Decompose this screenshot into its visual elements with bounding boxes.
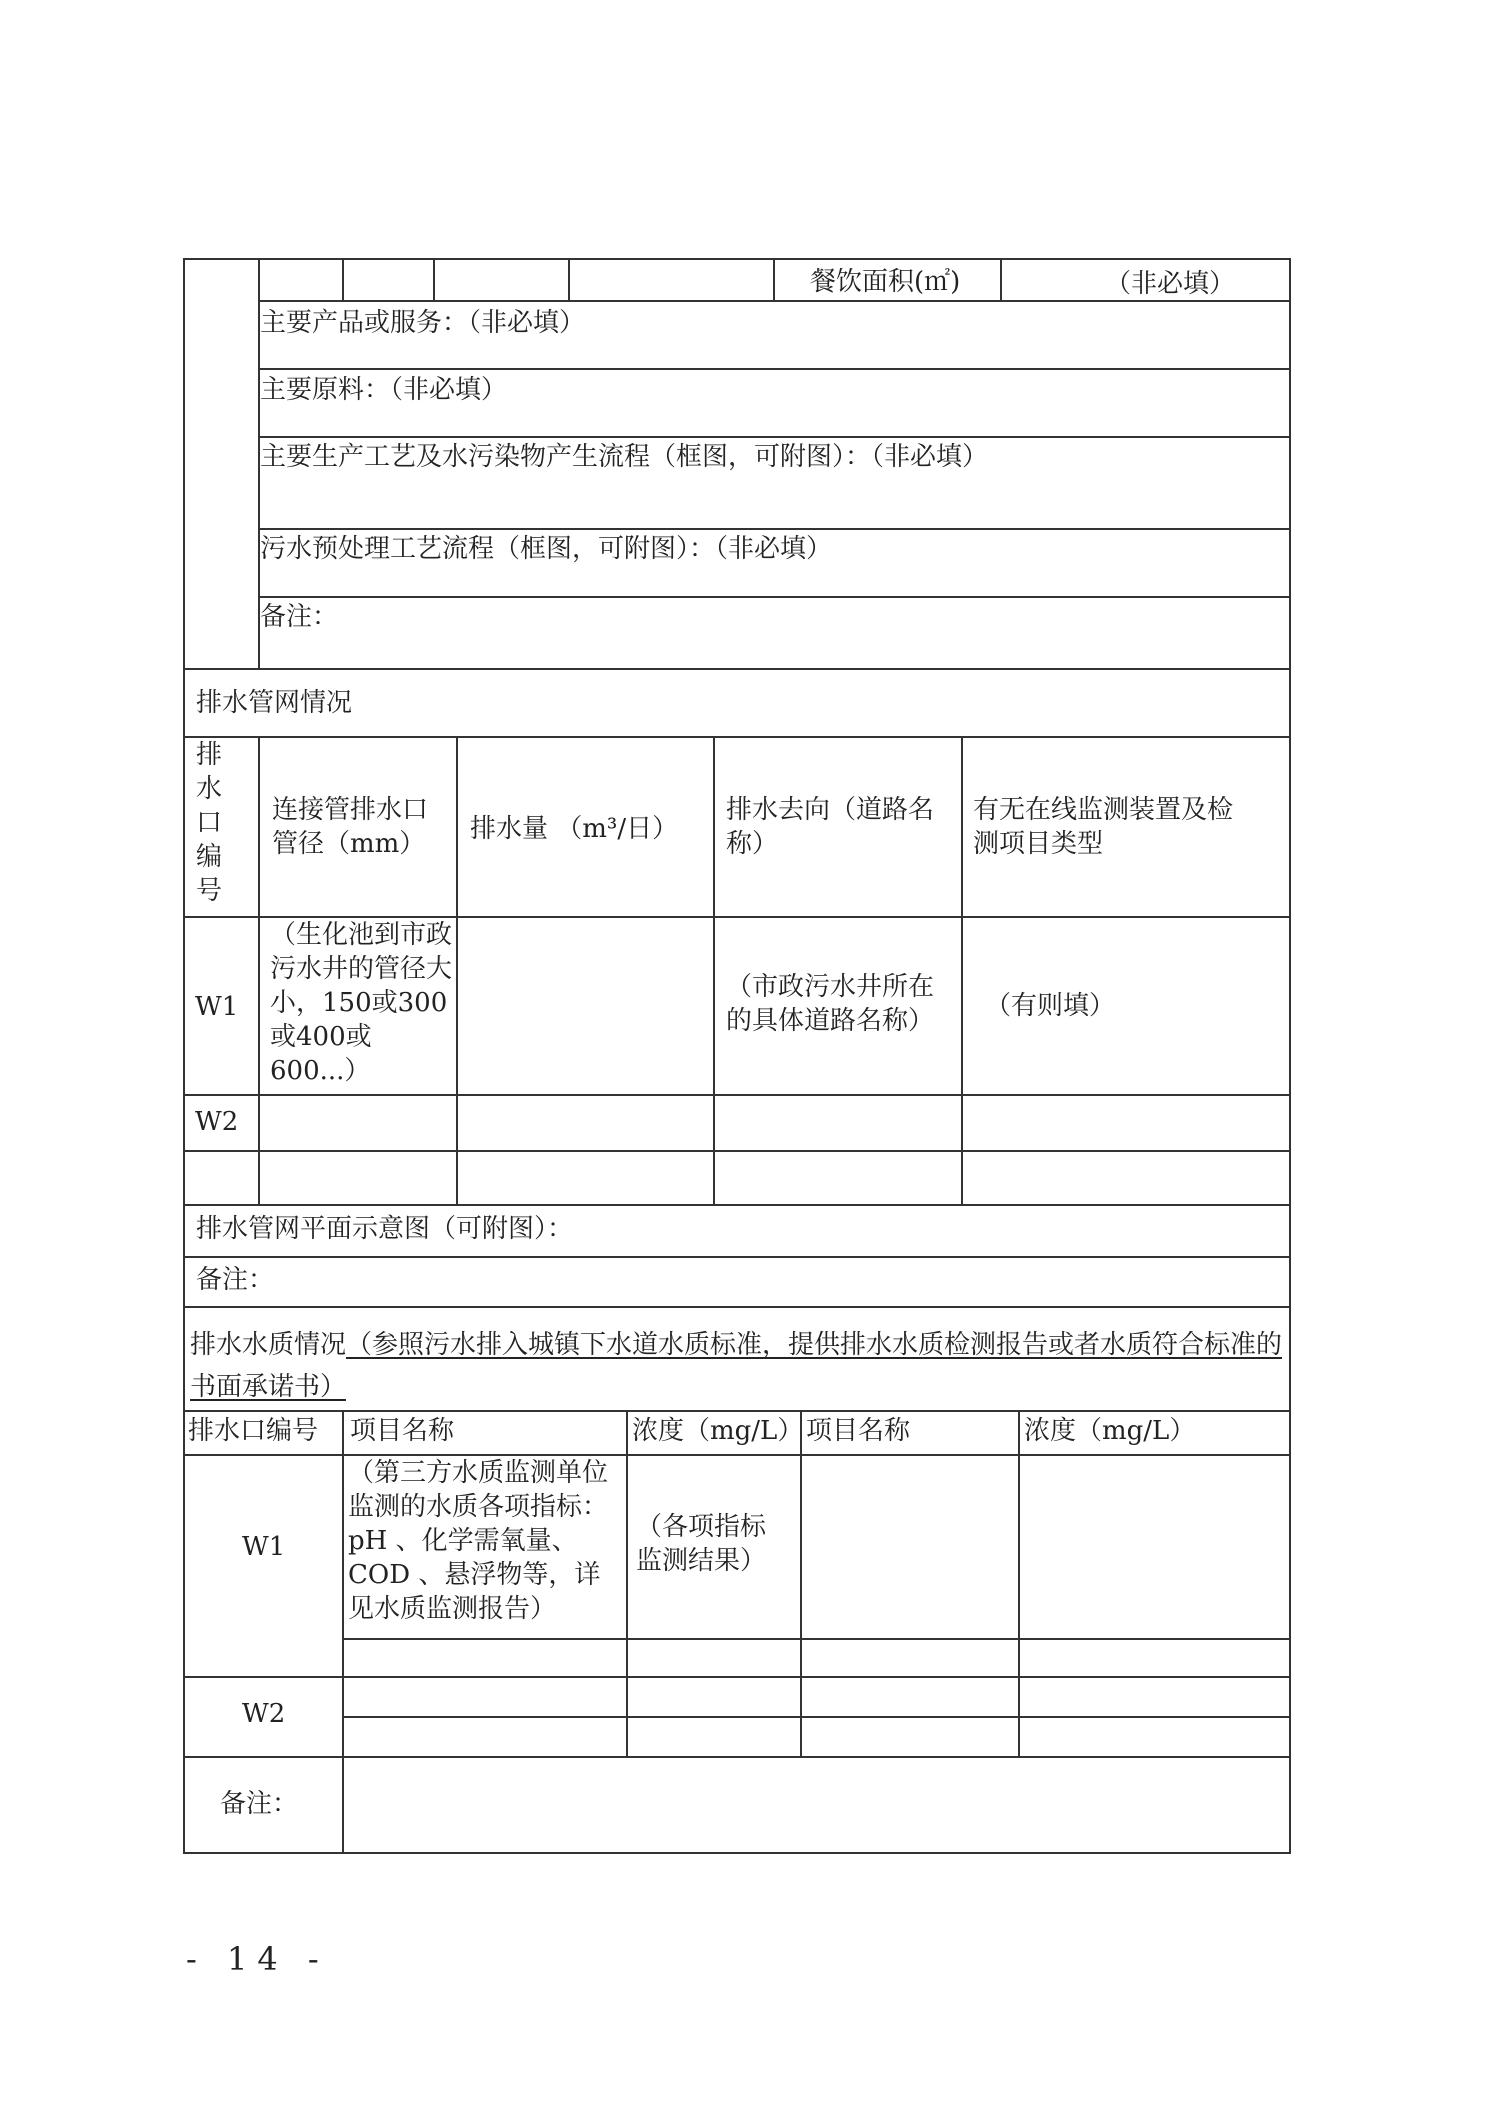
quality-w2-sub xyxy=(342,1716,1290,1718)
network-empty-bottom xyxy=(183,1204,1291,1206)
quality-col-3 xyxy=(800,1410,802,1756)
process-flow-field: 主要生产工艺及水污染物产生流程（框图，可附图）：（非必填） xyxy=(260,442,989,472)
top-row-div-2 xyxy=(433,258,435,300)
dining-area-label: 餐饮面积(㎡) xyxy=(810,267,961,297)
quality-w2-id: W2 xyxy=(242,1699,286,1729)
quality-col-1 xyxy=(342,1410,344,1852)
quality-w2-bottom xyxy=(183,1756,1291,1758)
quality-w1-sub xyxy=(342,1638,1290,1640)
network-section-title: 排水管网情况 xyxy=(196,688,353,718)
page-number: - 14 - xyxy=(186,1940,329,1978)
top-row-div-4 xyxy=(773,258,775,300)
quality-header-conc-1: 浓度（mg/L） xyxy=(632,1416,804,1446)
quality-w1-item: （第三方水质监测单位监测的水质各项指标：pH 、化学需氧量、COD 、悬浮物等，详见水质监测报告） xyxy=(348,1458,609,1624)
top-row-line-4 xyxy=(258,528,1290,530)
header-monitoring: 有无在线监测装置及检测项目类型 xyxy=(973,795,1234,859)
top-row-line-3 xyxy=(258,436,1290,438)
quality-title-note: （参照污水排入城镇下水道水质标准，提供排水水质检测报告或者水质符合标准的书面承诺书） xyxy=(190,1330,1283,1402)
header-direction: 排水去向（道路名称） xyxy=(726,795,935,859)
network-col-4 xyxy=(961,736,963,1204)
top-row-line-5 xyxy=(258,596,1290,598)
network-remarks: 备注： xyxy=(196,1265,275,1295)
quality-section-title xyxy=(190,1324,1285,1408)
network-remarks-bottom xyxy=(183,1306,1291,1308)
network-w2-id: W2 xyxy=(195,1107,239,1137)
top-row-div-1 xyxy=(342,258,344,300)
network-col-2 xyxy=(456,736,458,1204)
quality-remarks: 备注： xyxy=(220,1789,299,1819)
main-materials-field: 主要原料：（非必填） xyxy=(260,375,508,405)
header-outlet-number: 排 水 口 编 号 xyxy=(195,740,222,906)
quality-header-outlet: 排水口编号 xyxy=(188,1416,319,1446)
network-w1-id: W1 xyxy=(195,992,239,1022)
quality-header-top xyxy=(183,1410,1291,1412)
network-col-1 xyxy=(258,736,260,1204)
quality-w1-concentration: （各项指标监测结果） xyxy=(636,1512,767,1576)
quality-col-2 xyxy=(626,1410,628,1756)
top-row-div-5 xyxy=(1000,258,1002,300)
network-w1-bottom xyxy=(183,1094,1291,1096)
quality-col-4 xyxy=(1018,1410,1020,1756)
network-w1-direction: （市政污水井所在的具体道路名称） xyxy=(726,972,935,1036)
frame-bottom xyxy=(183,1852,1291,1854)
main-products-field: 主要产品或服务：（非必填） xyxy=(260,308,586,338)
network-w1-pipe: （生化池到市政污水井的管径大小，150或300或400或600...） xyxy=(270,920,453,1086)
quality-title-prefix: 排水水质情况 xyxy=(190,1330,347,1360)
top-row-line-2 xyxy=(258,368,1290,370)
frame-right xyxy=(1289,258,1291,1852)
quality-w1-bottom xyxy=(183,1676,1291,1678)
network-w2-bottom xyxy=(183,1150,1291,1152)
frame-left xyxy=(183,258,185,1852)
network-plan-diagram: 排水管网平面示意图（可附图）： xyxy=(196,1214,574,1244)
network-col-3 xyxy=(713,736,715,1204)
top-block-bottom xyxy=(183,668,1291,670)
top-row-div-3 xyxy=(568,258,570,300)
network-w1-monitoring: （有则填） xyxy=(985,991,1116,1021)
quality-header-conc-2: 浓度（mg/L） xyxy=(1024,1416,1196,1446)
header-discharge: 排水量 （m³/日） xyxy=(470,814,679,844)
header-pipe-diameter: 连接管排水口管径（mm） xyxy=(272,795,429,859)
quality-header-item-1: 项目名称 xyxy=(350,1416,455,1446)
network-header-top xyxy=(183,736,1291,738)
pretreatment-field: 污水预处理工艺流程（框图，可附图）：（非必填） xyxy=(260,534,833,564)
quality-header-item-2: 项目名称 xyxy=(806,1416,911,1446)
dining-area-value: （非必填） xyxy=(1105,269,1236,299)
frame-top xyxy=(183,258,1291,260)
network-plan-bottom xyxy=(183,1256,1291,1258)
top-remarks-field: 备注： xyxy=(260,602,339,632)
quality-w1-id: W1 xyxy=(242,1532,286,1562)
